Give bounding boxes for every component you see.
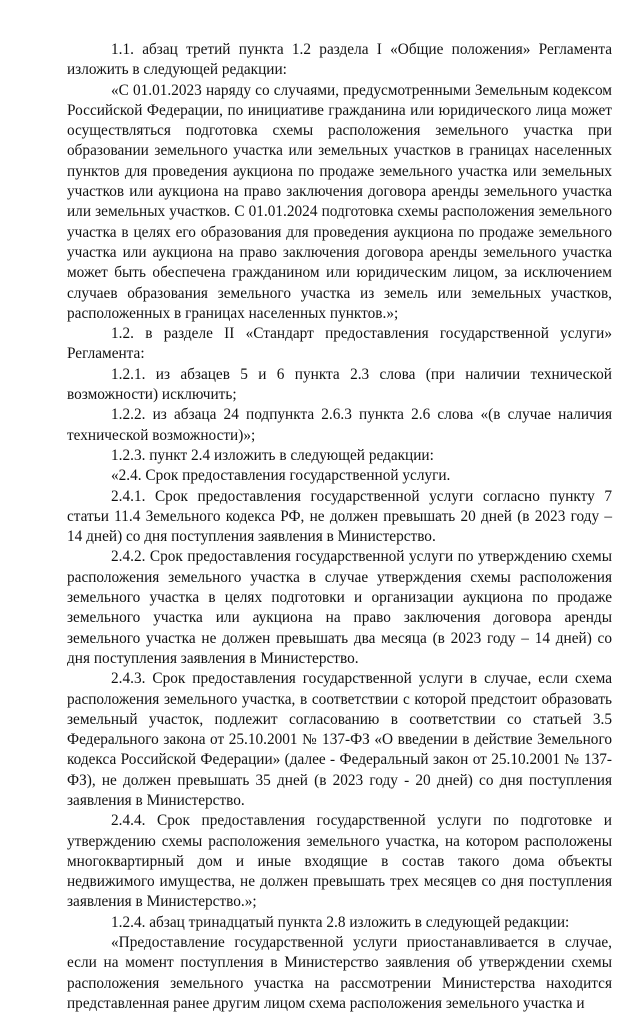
paragraph-quote-suspension: «Предоставление государственной услуги приостанавливается в случае, если на момент поступления в Министерство заявления об утверждении схемы расположения земельного участка на рассмотрении Министерства находится представленная ранее другим лицом схема расположения земельного участка и: [67, 934, 612, 1012]
paragraph-1-2-4: 1.2.4. абзац тринадцатый пункта 2.8 изложить в следующей редакции:: [111, 913, 570, 931]
paragraph-2-4-4: 2.4.4. Срок предоставления государственной услуги по подготовке и утверждению схемы расположения земельного участка, на котором расположены многоквартирный дом и иные входящие в состав такого дома объекты недвижимого имущества, не должен превышать трех месяцев со дня поступления заявления в Министерство.»;: [67, 812, 612, 911]
paragraph-2-4-3: 2.4.3. Срок предоставления государственной услуги в случае, если схема расположения земельного участка, в соответствии с которой предстоит образовать земельный участок, подлежит согласованию в соответствии со статьей 3.5 Федерального закона от 25.10.2001 № 137-ФЗ «О введении в действие Земельного кодекса Российской Федерации» (далее - Федеральный закон от 25.10.2001 № 137-ФЗ), не должен превышать 35 дней (в 2023 году - 20 дней) со дня поступления заявления в Министерство.: [67, 670, 612, 809]
paragraph-1-2-1: 1.2.1. из абзацев 5 и 6 пункта 2.3 слова (при наличии технической возможности) исключить;: [67, 365, 612, 404]
paragraph-1-2-2: 1.2.2. из абзаца 24 подпункта 2.6.3 пункта 2.6 слова «(в случае наличия технической возможности)»;: [67, 406, 612, 444]
paragraph-2-4: «2.4. Срок предоставления государственной услуги.: [111, 467, 451, 485]
paragraph-2-4-2: 2.4.2. Срок предоставления государственной услуги по утверждению схемы расположения земельного участка в случае утверждения схемы расположения земельного участка в целях подготовки и организации аукциона по продаже земельного участка или аукциона на право заключения договора аренды земельного участка не должен превышать два месяца (в 2023 году – 14 дней) со дня поступления заявления в Министерство.: [67, 548, 612, 667]
paragraph-1-2: 1.2. в разделе II «Стандарт предоставления государственной услуги» Регламента:: [67, 325, 612, 363]
paragraph-1-1: 1.1. абзац третий пункта 1.2 раздела I «Общие положения» Регламента изложить в следующей редакции:: [67, 41, 612, 79]
paragraph-2-4-1: 2.4.1. Срок предоставления государственной услуги согласно пункту 7 статьи 11.4 Земельного кодекса РФ, не должен превышать 20 дней (в 2023 году – 14 дней) со дня поступления заявления в Министерство.: [67, 487, 612, 546]
paragraph-1-2-3: 1.2.3. пункт 2.4 изложить в следующей редакции:: [111, 446, 434, 464]
paragraph-quote-general-provisions: «С 01.01.2023 наряду со случаями, предусмотренными Земельным кодексом Российской Федерации, по инициативе гражданина или юридического лица может осуществляться подготовка схемы расположения земельного участка при образовании земельного участка или земельных участков в границах населенных пунктов для проведения аукциона по продаже земельного участка или земельных участков или аукциона на право заключения договора аренды земельного участка или земельных участков. С 01.01.2024 подготовка схемы расположения земельного участка в целях его образования для проведения аукциона по продаже земельного участка или аукциона на право заключения договора аренды земельного участка может быть обеспечена гражданином или юридическим лицом, за исключением случаев образования земельного участка из земель или земельных участков, расположенных в границах населенных пунктов.»;: [67, 81, 612, 322]
